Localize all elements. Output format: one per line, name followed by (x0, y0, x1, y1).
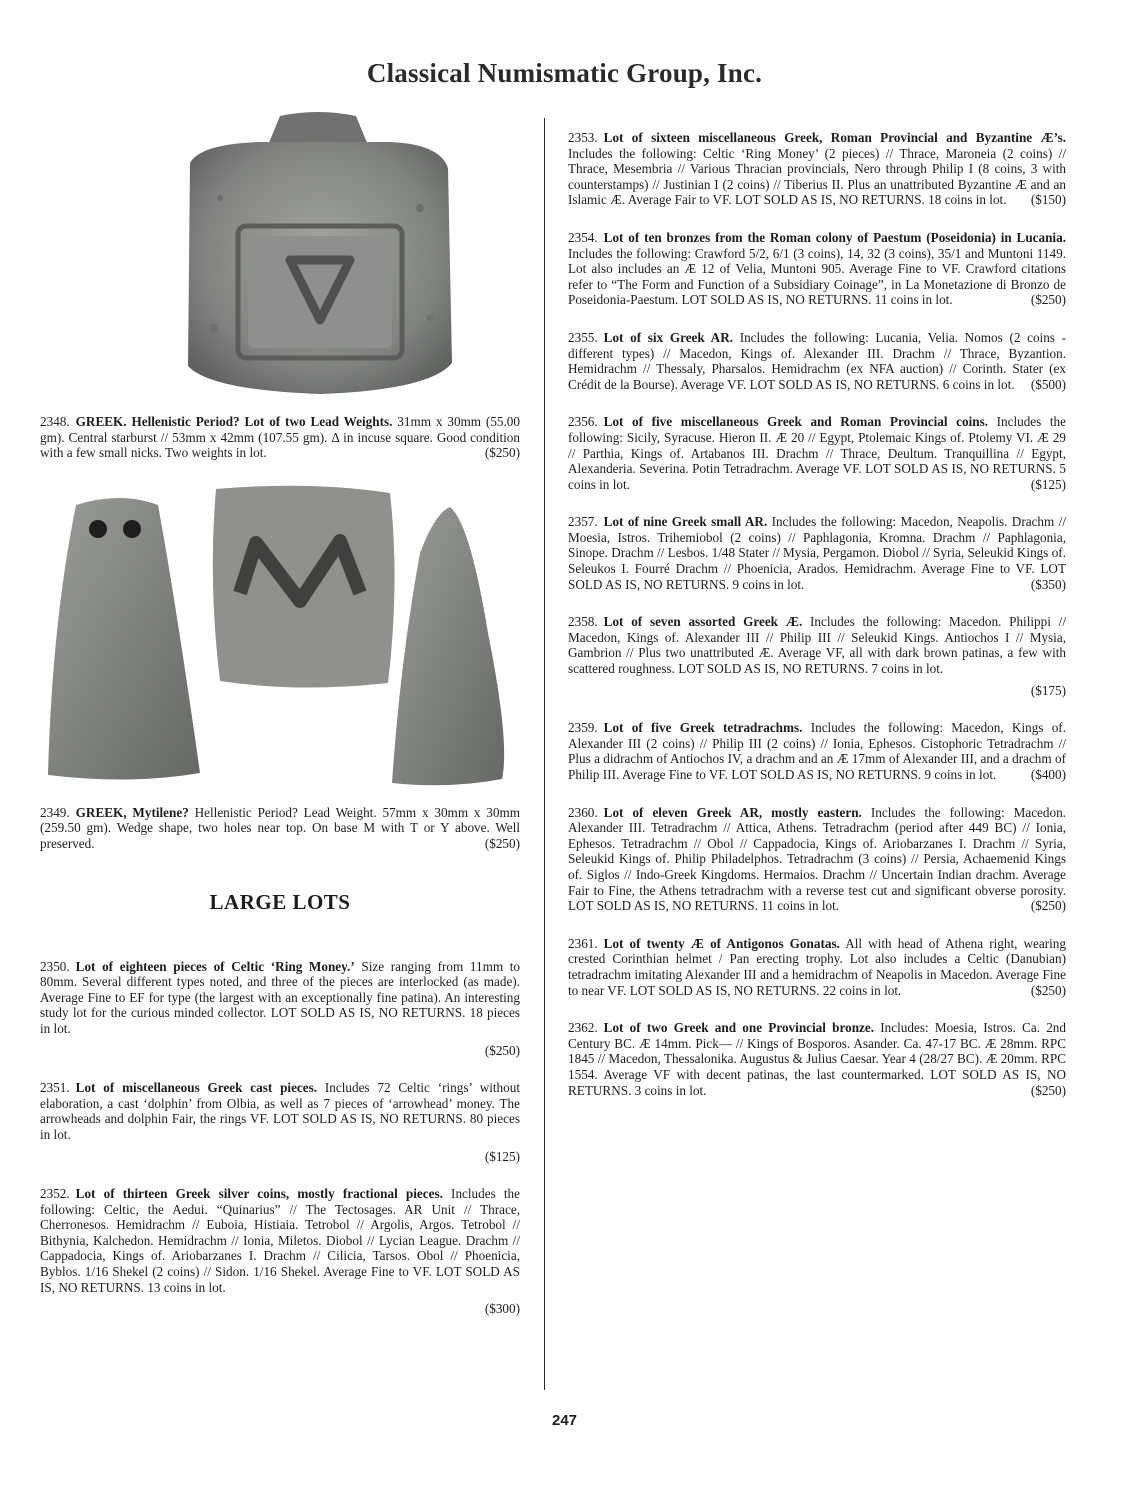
right-column (568, 130, 1066, 1120)
lot-2352 (40, 1186, 520, 1317)
page-number: 247 (551, 1412, 578, 1429)
hole-icon (89, 520, 107, 538)
lot-estimate: ($300) (484, 1301, 520, 1317)
lot-title: GREEK. Hellenistic Period? Lot of two Lead Weights. (75, 414, 393, 429)
lot-description: Includes the following: Celtic, the Aedui. “Quinarius” // The Tectosages. AR Unit // Thrace, Cherronesos. Hemidrachm // Euboia, Histiaia. Tetrobol // Argolis, Argos. Tetrobol // Bithynia, Kalchedon. Hemidrachm // Ionia, Miletos. Diobol // Lycian League. Drachm // Cappadocia, Kings of. Ariobarzanes I. Drachm // Cilicia, Tarsos. Obol // Phoenicia, Byblos. 1/16 Shekel (2 coins) // Sidon. 1/16 Shekel. Average Fine to VF. LOT SOLD AS IS, NO RETURNS. 13 coins in lot. (40, 1186, 520, 1295)
lot-title: Lot of sixteen miscellaneous Greek, Roman Provincial and Byzantine Æ’s. (603, 130, 1066, 145)
lot-description: Size ranging from 11mm to 80mm. Several different types noted, and three of the pieces are interlocked (as made). Average Fine to EF for type (the largest with an exceptionally fine patina). An interesting study lot for the curious minded collector. LOT SOLD AS IS, NO RETURNS. 18 pieces in lot. (40, 958, 521, 1036)
lot-description: Includes: Moesia, Istros. Ca. 2nd Century BC. Æ 14mm. Pick— // Kings of Bosporos. Asander. Ca. 47-17 BC. Æ 28mm. RPC 1845 // Macedon, Thessalonika. Augustus & Julius Caesar. Year 4 (28/27 BC). Æ 20mm. RPC 1554. Average VF with decent patinas, the last countermarked. LOT SOLD AS IS, NO RETURNS. 3 coins in lot. (568, 1020, 1066, 1098)
lot-number: 2349. (40, 804, 70, 820)
incuse-field (248, 236, 392, 348)
lot-title: GREEK, Mytilene? (75, 804, 189, 820)
lot-2348 (40, 414, 520, 461)
lot-number: 2362. (568, 1020, 598, 1036)
lot-description: All with head of Athena right, wearing crested Corinthian helmet / Pan erecting trophy. Lot also includes a Celtic (Danubian) tetradrachm imitating Alexander III and a hemidrachm of Neapolis in Macedon. Average Fine to near VF. LOT SOLD AS IS, NO RETURNS. 22 coins in lot. (568, 935, 1066, 998)
lot-estimate: ($350) (1030, 576, 1066, 592)
lot-number: 2351. (40, 1080, 70, 1096)
lot-title: Lot of six Greek AR. (603, 329, 734, 345)
lot-estimate: ($150) (1030, 192, 1066, 208)
lot-description: Includes the following: Lucania, Velia. Nomos (2 coins - different types) // Macedon, Kings of. Alexander III. Drachm // Thrace, Byzantion. Hemidrachm // Thessaly, Pharsalos. Hemidrachm (ex NFA auction) // Corinth. Stater (ex Crédit de la Bourse). Average VF. LOT SOLD AS IS, NO RETURNS. 6 coins in lot. (568, 329, 1066, 392)
lot-number: 2354. (568, 229, 598, 245)
lot-2354 (568, 230, 1066, 308)
lot-2361 (568, 936, 1066, 998)
lot-estimate: ($250) (484, 835, 520, 851)
lot-number: 2350. (40, 958, 70, 974)
lot-number: 2361. (568, 935, 598, 951)
lot-2349 (40, 805, 520, 852)
lot-2348-photo (130, 108, 508, 398)
lot-description: Includes the following: Crawford 5/2, 6/1 (3 coins), 14, 32 (3 coins), 35/1 and Muntoni 1149. Lot also includes an Æ 12 of Velia, Muntoni 905. Average Fine to VF. Crawford citations refer to “The Form and Function of a Subsidiary Coinage”, in La Monetazione di Bronzo de Poseidonia-Paestum. LOT SOLD AS IS, NO RETURNS. 11 coins in lot. (568, 245, 1066, 308)
lot-description: Includes the following: Macedon, Neapolis. Drachm // Moesia, Istros. Trihemiobol (2 coins) // Paphlagonia, Kromna. Drachm // Paphlagonia, Sinope. Drachm // Lesbos. 1/48 Stater // Mysia, Pergamon. Diobol // Syria, Seleukid Kings of. Seleukos I. Fourré Drachm // Phoenicia, Arados. Hemidrachm. Average Fine to VF. LOT SOLD AS IS, NO RETURNS. 9 coins in lot. (568, 514, 1066, 592)
lot-number: 2360. (568, 804, 598, 820)
wedge-weight-image (40, 483, 518, 789)
lot-title: Lot of eleven Greek AR, mostly eastern. (603, 804, 862, 820)
lot-description: Includes the following: Macedon. Philippi // Macedon, Kings of. Alexander III // Philip III // Seleukid Kings. Antiochos I // Mysia, Gambrion // Plus two unattributed Æ. Average VF, all with dark brown patinas, a few with scattered roughness. LOT SOLD AS IS, NO RETURNS. 7 coins in lot. (568, 614, 1066, 677)
lot-title: Lot of seven assorted Greek Æ. (603, 614, 803, 630)
lot-2362 (568, 1020, 1066, 1098)
lot-title: Lot of twenty Æ of Antigonos Gonatas. (603, 935, 840, 951)
wedge-side-view (48, 498, 200, 780)
wedge-edge-view (392, 507, 504, 785)
lot-number: 2358. (568, 614, 598, 630)
lot-description: Includes the following: Sicily, Syracuse. Hieron II. Æ 20 // Egypt, Ptolemaic Kings of. Ptolemy VI. Æ 29 // Parthia, Kings of. Artabanos III. Drachm // Thrace, Deultum. Tranquillina // Egypt, Alexanderia. Severina. Potin Tetradrachm. Average VF. LOT SOLD AS IS, NO RETURNS. 5 coins in lot. (568, 414, 1066, 492)
lot-number: 2359. (568, 720, 598, 736)
lot-description: Includes the following: Macedon, Kings of. Alexander III (2 coins) // Philip III (2 coins) // Ionia, Ephesos. Cistophoric Tetradrachm // Plus a didrachm of Antiochos IV, a drachm and an Æ 17mm of Alexander III, and a drachm of Philip III. Average Fine to VF. LOT SOLD AS IS, NO RETURNS. 9 coins in lot. (568, 720, 1066, 782)
lot-2349-photo (40, 483, 518, 789)
lot-estimate: ($400) (1030, 767, 1066, 782)
column-divider (544, 118, 545, 1390)
lot-description: Hellenistic Period? Lead Weight. 57mm x 30mm x 30mm (259.50 gm). Wedge shape, two holes near top. On base M with T or Y above. Well preserved. (40, 804, 520, 851)
lot-2359 (568, 720, 1066, 782)
lot-estimate: ($500) (1030, 376, 1066, 392)
lot-number: 2356. (568, 414, 598, 430)
lot-number: 2357. (568, 514, 598, 530)
lot-estimate: ($250) (1030, 292, 1066, 308)
lot-estimate: ($175) (1030, 682, 1066, 698)
lot-title: Lot of ten bronzes from the Roman colony of Paestum (Poseidonia) in Lucania. (603, 229, 1066, 245)
lot-title: Lot of thirteen Greek silver coins, mostly fractional pieces. (75, 1186, 443, 1202)
lot-estimate: ($250) (1030, 1082, 1066, 1098)
lot-title: Lot of miscellaneous Greek cast pieces. (75, 1080, 318, 1096)
lot-description: 31mm x 30mm (55.00 gm). Central starburst // 53mm x 42mm (107.55 gm). Δ in incuse square. Good condition with a few small nicks. Two weights in lot. (40, 414, 520, 461)
lot-estimate: ($250) (484, 445, 520, 461)
lot-2358 (568, 614, 1066, 698)
left-column (40, 108, 520, 1339)
lead-weight-image (130, 108, 508, 398)
lot-2353 (568, 130, 1066, 208)
lot-description: Includes 72 Celtic ‘rings’ without elaboration, a cast ‘dolphin’ from Olbia, as well as 7 pieces of ‘arrowhead’ money. The arrowheads and dolphin Fair, the rings VF. LOT SOLD AS IS, NO RETURNS. 80 pieces in lot. (40, 1080, 520, 1142)
lot-title: Lot of five Greek tetradrachms. (603, 720, 803, 736)
lot-2360 (568, 805, 1066, 914)
lot-2350 (40, 959, 520, 1059)
hole-icon (123, 520, 141, 538)
lot-description: Includes the following: Macedon. Alexander III. Tetradrachm // Attica, Athens. Tetradrachm (period after 449 BC) // Ionia, Ephesos. Tetradrachm // Obol // Cappadocia, Kings of. Ariobarzanes I. Drachm // Syria, Seleukid Kings of. Philip Philadelphos. Tetradrachm (3 coins) // Persia, Achaemenid Kings of. Siglos // Indo-Greek Kingdoms. Hermaios. Drachm // Uncertain Indian drachm. Average Fair to Fine, the Athens tetradrachm with a reverse test cut and significant obverse porosity. LOT SOLD AS IS, NO RETURNS. 11 coins in lot. (568, 804, 1066, 914)
lot-number: 2352. (40, 1186, 70, 1202)
lot-title: Lot of nine Greek small AR. (603, 514, 768, 530)
lot-2355 (568, 330, 1066, 392)
lot-title: Lot of eighteen pieces of Celtic ‘Ring Money.’ (75, 958, 355, 974)
lot-title: Lot of five miscellaneous Greek and Roman Provincial coins. (603, 414, 989, 430)
lot-description: Includes the following: Celtic ‘Ring Money’ (2 pieces) // Thrace, Maroneia (2 coins) // Thrace, Mesembria // Various Thracian provincials, Nero through Philip I (8 coins, 3 with counterstamps) // Justinian I (2 coins) // Tiberius II. Plus an unattributed Byzantine Æ and an Islamic Æ. Average Fair to VF. LOT SOLD AS IS, NO RETURNS. 18 coins in lot. (568, 145, 1066, 208)
lot-estimate: ($250) (1030, 982, 1066, 998)
lot-number: 2348. (40, 414, 70, 429)
lot-estimate: ($250) (1030, 898, 1066, 914)
lot-number: 2353. (568, 130, 598, 145)
lot-estimate: ($250) (484, 1042, 520, 1058)
lot-title: Lot of two Greek and one Provincial bronze. (603, 1020, 875, 1036)
lot-estimate: ($125) (1030, 476, 1066, 492)
section-heading: LARGE LOTS (209, 889, 351, 914)
lot-2351 (40, 1080, 520, 1164)
lot-number: 2355. (568, 329, 598, 345)
page-header: Classical Numismatic Group, Inc. (366, 58, 763, 88)
lot-estimate: ($125) (484, 1148, 520, 1164)
lot-2357 (568, 514, 1066, 592)
lot-2356 (568, 414, 1066, 492)
